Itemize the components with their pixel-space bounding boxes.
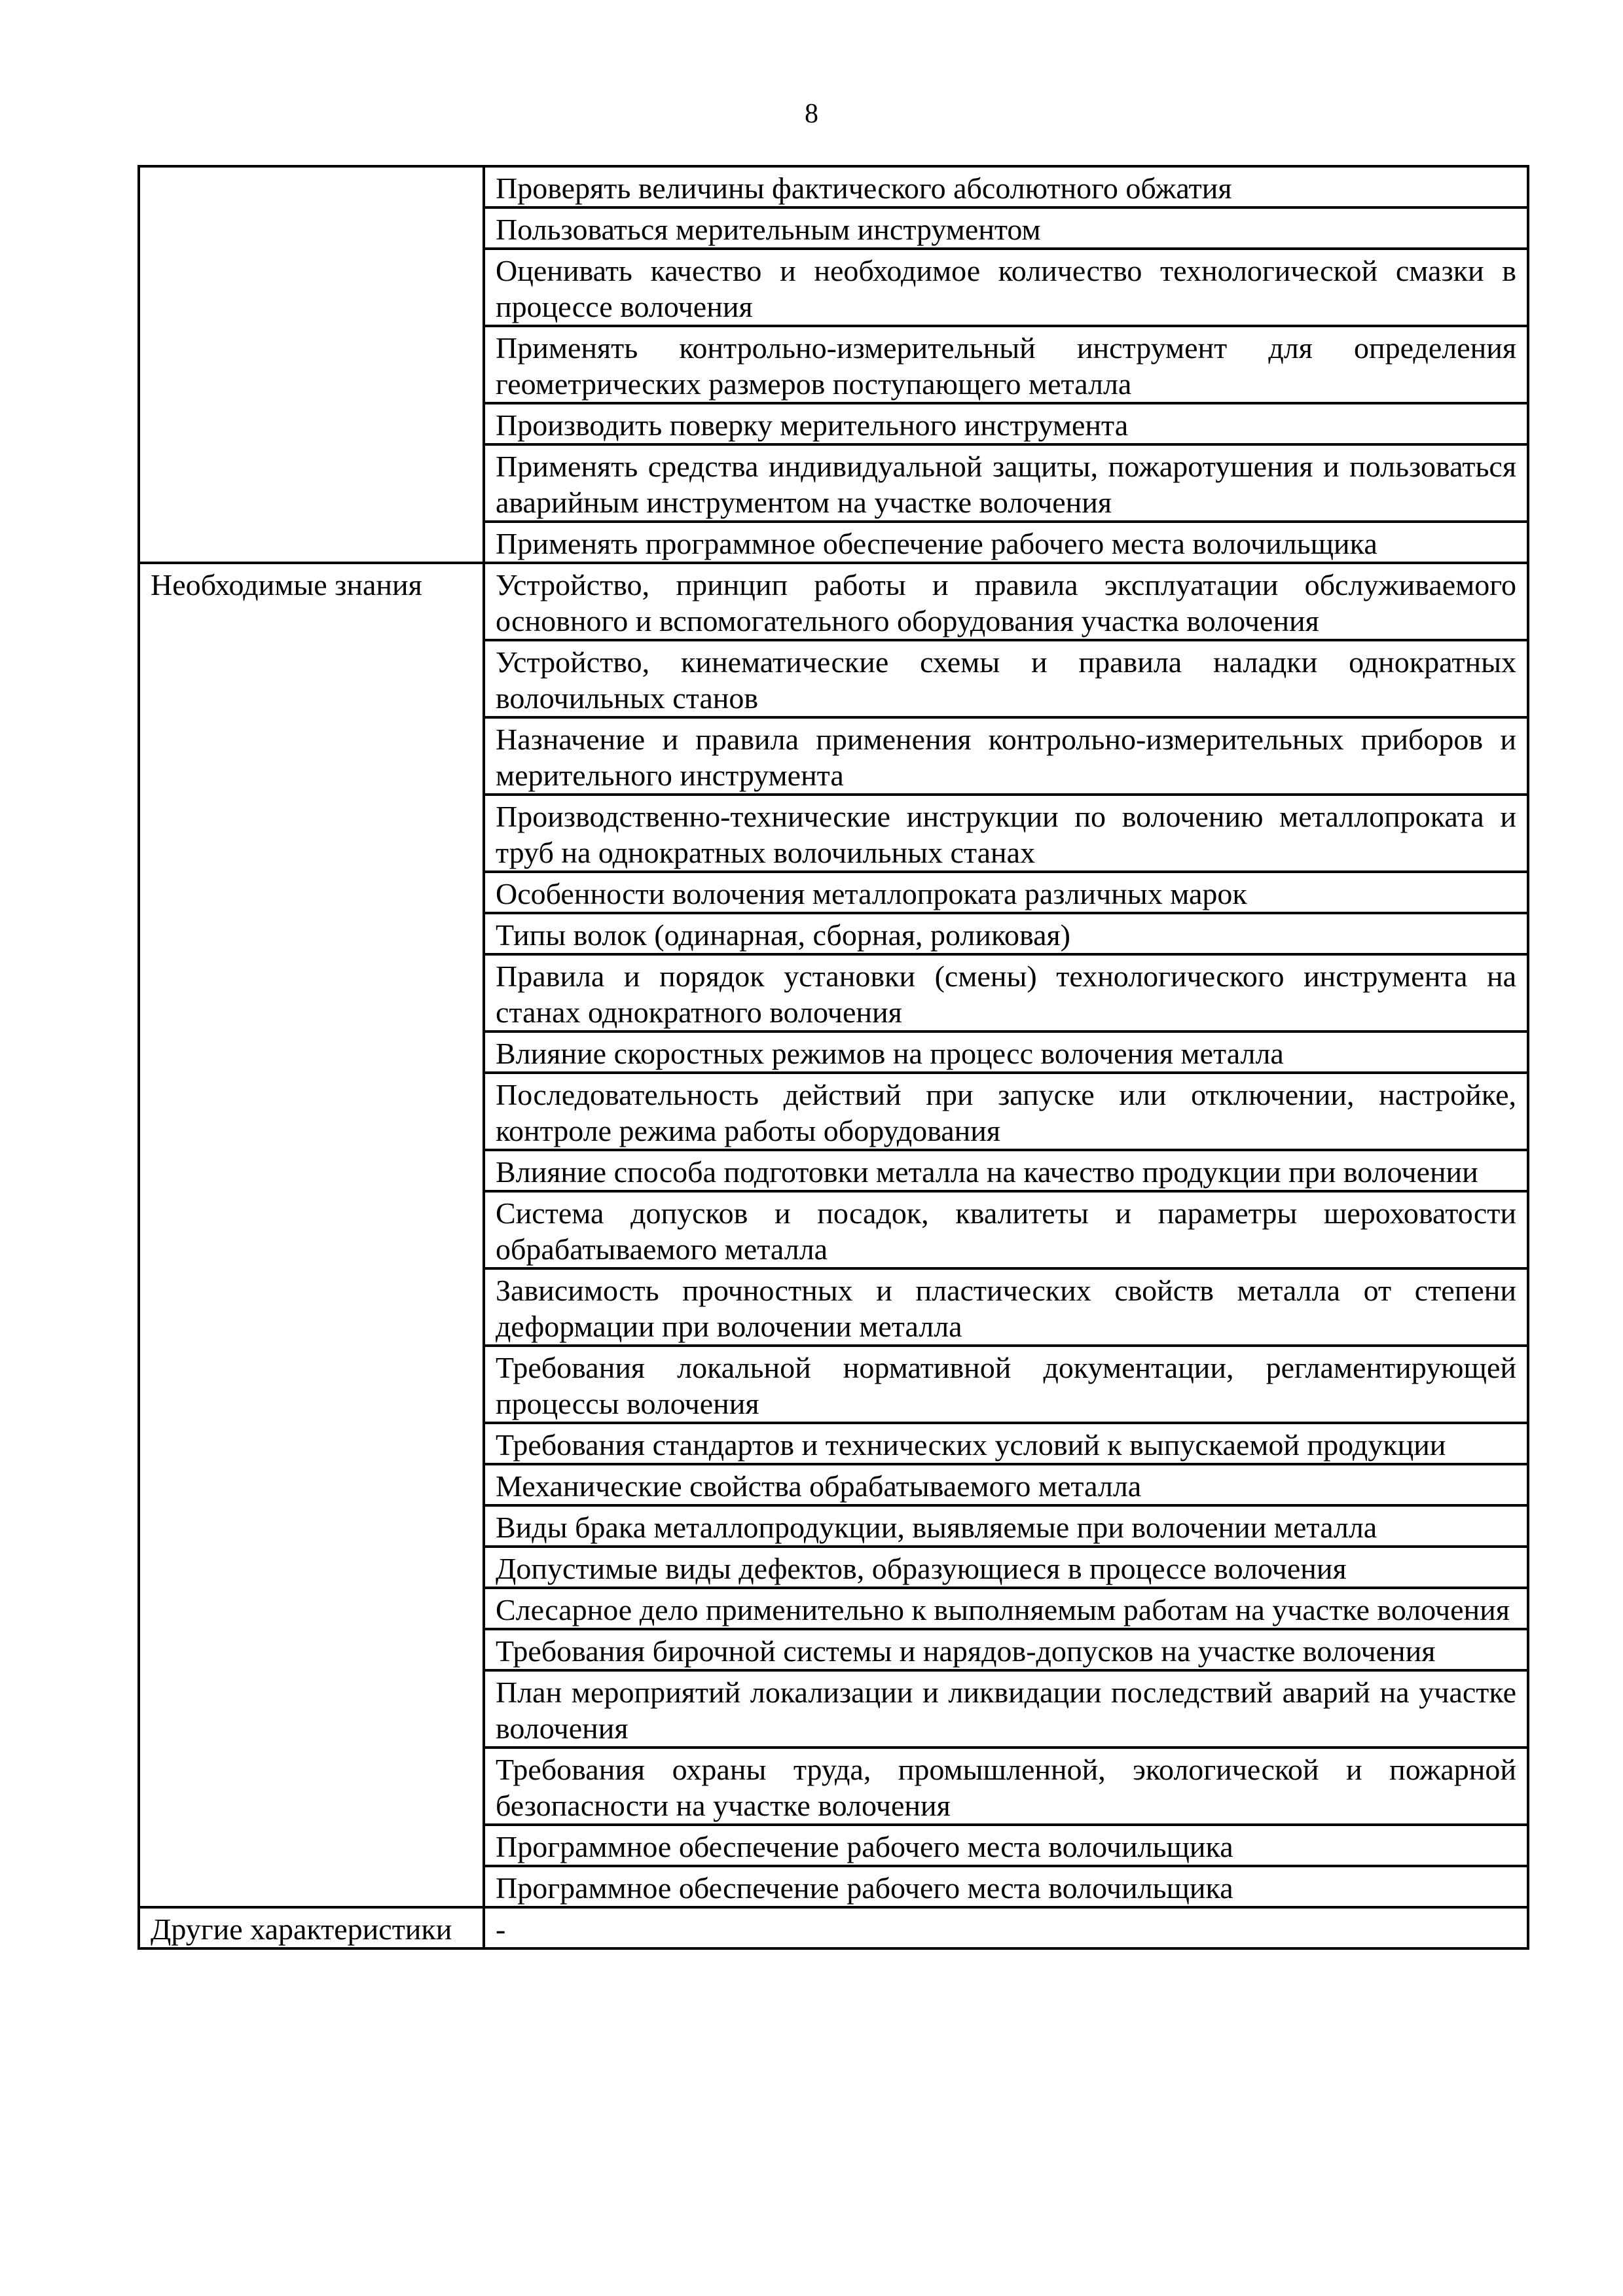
knowledge-item: Требования локальной нормативной документации, регламентирующей процессы волочения	[484, 1346, 1528, 1423]
page-number: 8	[805, 99, 818, 129]
knowledge-item: Последовательность действий при запуске или отключении, настройке, контроле режима работы оборудования	[484, 1073, 1528, 1150]
skill-item: Применять программное обеспечение рабочего места волочильщика	[484, 522, 1528, 563]
requirements-table	[137, 165, 1529, 1950]
knowledge-item: Типы волок (одинарная, сборная, роликовая)	[484, 913, 1528, 954]
knowledge-item: Зависимость прочностных и пластических свойств металла от степени деформации при волочении металла	[484, 1268, 1528, 1346]
knowledge-item: Особенности волочения металлопроката различных марок	[484, 872, 1528, 913]
knowledge-item: Виды брака металлопродукции, выявляемые при волочении металла	[484, 1505, 1528, 1547]
knowledge-item: Требования бирочной системы и нарядов-допусков на участке волочения	[484, 1629, 1528, 1670]
knowledge-item: Система допусков и посадок, квалитеты и параметры шероховатости обрабатываемого металла	[484, 1191, 1528, 1268]
knowledge-item: Устройство, кинематические схемы и правила наладки однократных волочильных станов	[484, 640, 1528, 717]
table-row	[139, 1907, 1528, 1948]
table-row	[139, 166, 1528, 207]
skills-label-cell	[139, 166, 484, 563]
knowledge-item: Механические свойства обрабатываемого металла	[484, 1464, 1528, 1505]
knowledge-item: Влияние способа подготовки металла на качество продукции при волочении	[484, 1150, 1528, 1191]
knowledge-item: Программное обеспечение рабочего места волочильщика	[484, 1825, 1528, 1866]
skill-item: Применять средства индивидуальной защиты, пожаротушения и пользоваться аварийным инструментом на участке волочения	[484, 444, 1528, 522]
knowledge-item: План мероприятий локализации и ликвидации последствий аварий на участке волочения	[484, 1670, 1528, 1748]
knowledge-item: Правила и порядок установки (смены) технологического инструмента на станах однократного волочения	[484, 954, 1528, 1031]
knowledge-item: Допустимые виды дефектов, образующиеся в процессе волочения	[484, 1547, 1528, 1588]
knowledge-item: Производственно-технические инструкции по волочению металлопроката и труб на однократных волочильных станах	[484, 795, 1528, 872]
knowledge-item: Слесарное дело применительно к выполняемым работам на участке волочения	[484, 1588, 1528, 1629]
skill-item: Оценивать качество и необходимое количество технологической смазки в процессе волочения	[484, 249, 1528, 326]
knowledge-item: Требования стандартов и технических условий к выпускаемой продукции	[484, 1423, 1528, 1464]
skill-item: Применять контрольно-измерительный инструмент для определения геометрических размеров поступающего металла	[484, 326, 1528, 403]
table-row	[139, 563, 1528, 640]
knowledge-item: Устройство, принцип работы и правила эксплуатации обслуживаемого основного и вспомогательного оборудования участка волочения	[484, 563, 1528, 640]
knowledge-item: Влияние скоростных режимов на процесс волочения металла	[484, 1031, 1528, 1073]
other-characteristics-label: Другие характеристики	[139, 1907, 484, 1948]
knowledge-label: Необходимые знания	[139, 563, 484, 1907]
knowledge-item: Назначение и правила применения контрольно-измерительных приборов и мерительного инструмента	[484, 717, 1528, 795]
skill-item: Производить поверку мерительного инструмента	[484, 403, 1528, 444]
knowledge-item: Программное обеспечение рабочего места волочильщика	[484, 1866, 1528, 1907]
knowledge-item: Требования охраны труда, промышленной, экологической и пожарной безопасности на участке волочения	[484, 1748, 1528, 1825]
other-characteristics-value: -	[484, 1907, 1528, 1948]
skill-item: Проверять величины фактического абсолютного обжатия	[484, 166, 1528, 207]
skill-item: Пользоваться мерительным инструментом	[484, 207, 1528, 249]
